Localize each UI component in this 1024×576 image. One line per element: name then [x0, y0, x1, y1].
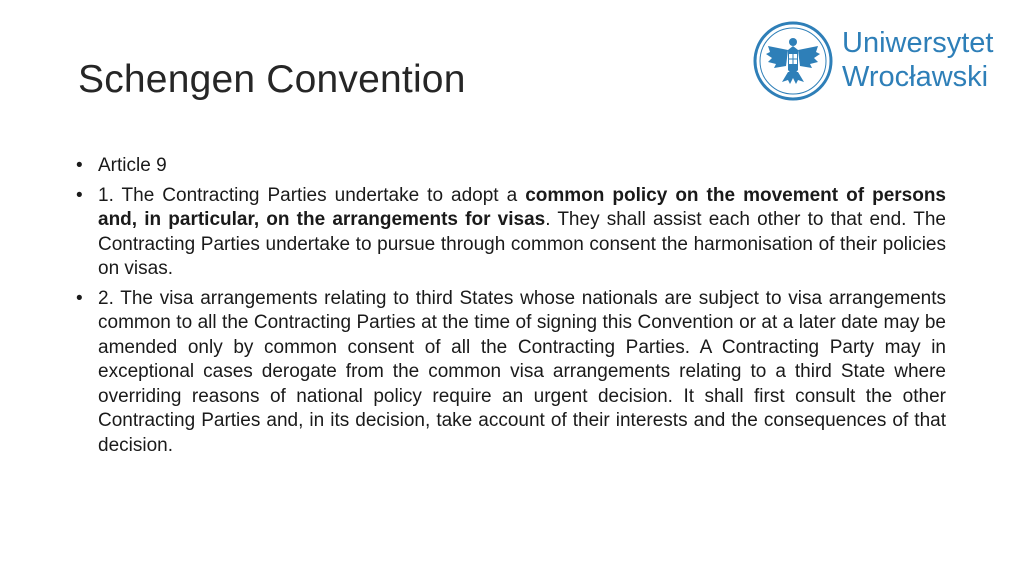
logo-line-2: Wrocławski	[842, 61, 989, 93]
bullet-text-bold: common policy on the movement of persons and, in particular, on the arrangements for visas	[98, 184, 947, 230]
bullet-text: Article 9	[98, 155, 167, 176]
bullet-item-paragraph-1	[74, 184, 946, 282]
eagle-seal-icon	[752, 20, 834, 102]
bullet-item-paragraph-2	[74, 287, 946, 459]
logo-wordmark	[842, 26, 994, 94]
bullet-text-start: 1. The Contracting Parties undertake to adopt a	[98, 184, 526, 206]
slide-title: Schengen Convention	[78, 58, 466, 101]
bullet-text: 2. The visa arrangements relating to third States whose nationals are subject to visa arrangements common to all the Contracting Parties at the time of signing this Convention or at a later date may be amended only by common consent of all the Contracting Parties. A Contracting Party may in exceptional cases derogate from the common visa arrangements relating to a third State where overriding reasons of national policy require an urgent decision. It shall first consult the other Contracting Parties and, in its decision, take account of their interests and the consequences of that decision.	[98, 287, 946, 456]
bullet-item-article	[74, 154, 946, 179]
university-logo	[752, 20, 1014, 104]
bullet-icon: •	[76, 287, 83, 309]
bullet-text-end: . They shall assist each other to that end. The Contracting Parties undertake to pursue through common consent the harmonisation of their policies on visas.	[98, 209, 946, 279]
bullet-list	[74, 154, 946, 463]
bullet-icon: •	[76, 155, 83, 176]
bullet-icon: •	[76, 184, 83, 206]
logo-line-1: Uniwersytet	[842, 27, 994, 59]
